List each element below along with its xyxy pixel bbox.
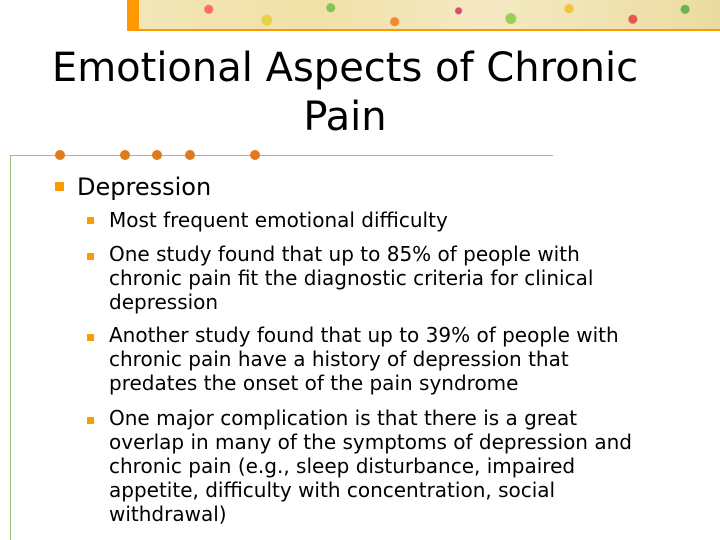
bullet-square-icon <box>55 182 64 191</box>
slide-title: Emotional Aspects of Chronic Pain <box>51 45 639 140</box>
sub-bullet-square-icon <box>87 253 94 260</box>
sub-bullet-square-icon <box>87 417 94 424</box>
sub-bullet-3: Another study found that up to 39% of people with chronic pain have a history of depression that predates the onset of the pain syndrome <box>109 323 619 395</box>
sub-bullet-1: Most frequent emotional difficulty <box>109 208 448 232</box>
sub-bullet-4: One major complication is that there is a great overlap in many of the symptoms of depression and chronic pain (e.g., sleep disturbance, impaired appetite, difficulty with concentration, social withdrawal) <box>109 406 632 526</box>
sub-bullet-2: One study found that up to 85% of people with chronic pain fit the diagnostic criteria for clinical depression <box>109 242 594 314</box>
bullet-depression: Depression <box>77 173 212 201</box>
sub-bullet-square-icon <box>87 334 94 341</box>
sub-bullet-square-icon <box>87 217 94 224</box>
